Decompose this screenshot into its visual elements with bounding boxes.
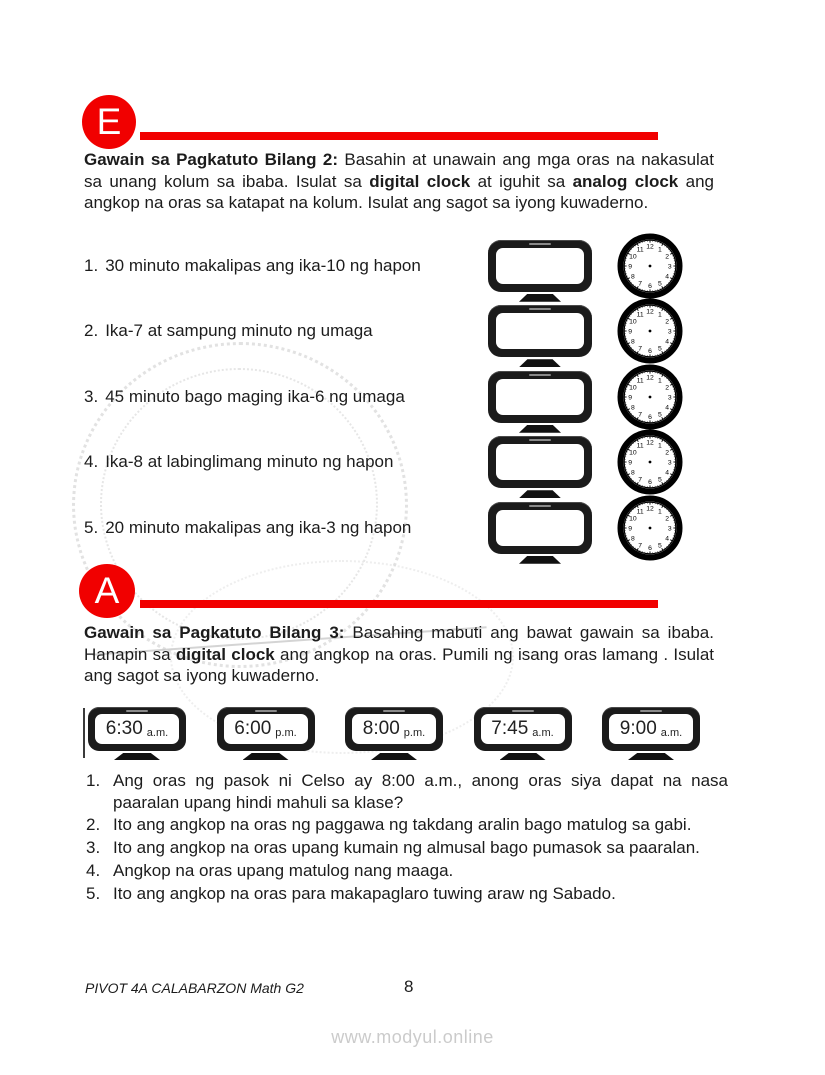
svg-text:11: 11 (636, 246, 644, 254)
svg-text:3: 3 (667, 394, 672, 402)
section-badge-e: E (82, 95, 136, 149)
svg-text:12: 12 (646, 374, 654, 382)
svg-text:1: 1 (658, 311, 662, 319)
question-number: 2. (86, 815, 101, 835)
question-number: 4. (86, 860, 101, 880)
clock-time: 7:45 (491, 718, 529, 739)
svg-text:4: 4 (665, 535, 670, 543)
svg-text:7: 7 (638, 411, 642, 419)
digital-clock-screen (496, 444, 584, 480)
svg-text:3: 3 (667, 459, 672, 467)
digital-clock-option-3 (345, 707, 443, 751)
analog-clock-blank (617, 495, 683, 561)
activity-3-bold-digital-clock: digital clock (175, 644, 275, 664)
digital-clock-screen (481, 714, 565, 744)
clock-meridiem: p.m. (403, 726, 426, 739)
item-number: 5. (84, 517, 99, 537)
svg-text:9: 9 (628, 525, 633, 533)
svg-text:8: 8 (630, 404, 635, 412)
svg-text:9: 9 (628, 459, 633, 467)
digital-clock-option-4 (474, 707, 572, 751)
svg-text:11: 11 (636, 311, 644, 319)
question-2 (86, 814, 728, 836)
digital-clock-blank (488, 436, 592, 488)
svg-text:3: 3 (667, 328, 672, 336)
analog-clock-blank (617, 429, 683, 495)
section-divider-line-a (140, 600, 658, 608)
item-number: 1. (84, 255, 99, 275)
svg-text:8: 8 (630, 338, 635, 346)
question-number: 5. (86, 883, 101, 903)
match-item-text (84, 256, 488, 276)
activity-2-bold-analog-clock: analog clock (572, 171, 679, 191)
clock-time: 8:00 (362, 718, 400, 739)
activity-3-questions (86, 770, 728, 905)
svg-text:3: 3 (667, 263, 672, 271)
svg-text:12: 12 (646, 308, 654, 316)
match-row-4 (84, 430, 718, 496)
activity-2-body-1: Basahin at unawain ang mga oras na nakasulat sa unang kolum sa ibaba. Isulat sa (84, 150, 714, 191)
question-number: 1. (86, 771, 101, 790)
clock-meridiem: a.m. (146, 726, 169, 739)
svg-text:7: 7 (638, 476, 642, 484)
svg-text:4: 4 (665, 469, 670, 477)
clock-time: 9:00 (619, 718, 657, 739)
question-4 (86, 860, 728, 882)
item-number: 2. (84, 321, 99, 341)
match-row-3 (84, 364, 718, 430)
svg-text:9: 9 (628, 394, 633, 402)
digital-clock-screen (609, 714, 693, 744)
svg-text:11: 11 (636, 508, 644, 516)
question-text: Ito ang angkop na oras ng paggawa ng takdang aralin bago matulog sa gabi. (113, 815, 692, 835)
digital-clock-blank (488, 240, 592, 292)
analog-clock-blank (617, 233, 683, 299)
clock-time: 6:30 (105, 718, 143, 739)
svg-text:2: 2 (665, 384, 670, 392)
item-label: Ika-7 at sampung minuto ng umaga (105, 321, 373, 341)
svg-text:1: 1 (658, 442, 662, 450)
question-3 (86, 837, 728, 859)
item-label: 20 minuto makalipas ang ika-3 ng hapon (105, 517, 412, 537)
svg-text:1: 1 (658, 246, 662, 254)
item-number: 3. (84, 386, 99, 406)
question-text: Ito ang angkop na oras upang kumain ng almusal bago pumasok sa paaralan. (113, 838, 700, 858)
svg-text:1: 1 (658, 508, 662, 516)
match-item-text (84, 387, 488, 407)
svg-text:7: 7 (638, 345, 642, 353)
svg-text:2: 2 (665, 515, 670, 523)
svg-text:5: 5 (658, 411, 662, 419)
svg-text:6: 6 (648, 348, 652, 356)
clock-time: 6:00 (234, 718, 272, 739)
section-divider-line-e (140, 132, 658, 140)
svg-text:10: 10 (629, 384, 637, 392)
table-cell-border (83, 708, 85, 758)
svg-text:5: 5 (658, 280, 662, 288)
svg-text:5: 5 (658, 476, 662, 484)
svg-text:2: 2 (665, 449, 670, 457)
question-5 (86, 883, 728, 905)
digital-clock-option-5 (602, 707, 700, 751)
analog-clock-blank (617, 298, 683, 364)
activity-2-body-2: at iguhit sa (470, 171, 573, 191)
question-text: Angkop na oras upang matulog nang maaga. (113, 860, 454, 880)
clock-meridiem: a.m. (532, 726, 554, 739)
page-number: 8 (404, 977, 414, 996)
activity-3-instructions (84, 622, 714, 687)
clock-meridiem: p.m. (275, 726, 297, 739)
activity-2-heading: Gawain sa Pagkatuto Bilang 2: (84, 150, 339, 169)
question-text: Ang oras ng pasok ni Celso ay 8:00 a.m., anong oras siya dapat na nasa paaralan upang hindi mahuli sa klase? (113, 771, 728, 812)
question-number: 3. (86, 838, 101, 858)
svg-text:12: 12 (646, 439, 654, 447)
activity-3-clock-options (88, 707, 700, 751)
svg-text:7: 7 (638, 280, 642, 288)
svg-text:2: 2 (665, 318, 670, 326)
activity-2-bold-digital-clock: digital clock (369, 171, 471, 191)
digital-clock-screen (496, 248, 584, 284)
digital-clock-option-2 (217, 707, 315, 751)
activity-2-instructions (84, 149, 714, 214)
question-1 (86, 770, 728, 813)
svg-text:10: 10 (629, 515, 637, 523)
match-row-1 (84, 233, 718, 299)
svg-text:9: 9 (628, 263, 633, 271)
item-number: 4. (84, 452, 99, 472)
svg-text:6: 6 (648, 282, 652, 290)
digital-clock-blank (488, 502, 592, 554)
activity-3-heading: Gawain sa Pagkatuto Bilang 3: (84, 623, 345, 642)
svg-text:10: 10 (629, 318, 637, 326)
svg-text:4: 4 (665, 338, 670, 346)
digital-clock-screen (496, 313, 584, 349)
svg-text:9: 9 (628, 328, 633, 336)
match-item-text (84, 452, 488, 472)
digital-clock-blank (488, 305, 592, 357)
svg-text:12: 12 (646, 505, 654, 513)
question-text: Ito ang angkop na oras para makapaglaro tuwing araw ng Sabado. (113, 883, 616, 903)
svg-text:10: 10 (629, 253, 637, 261)
svg-text:7: 7 (638, 542, 642, 550)
svg-text:6: 6 (648, 479, 652, 487)
digital-clock-screen (496, 379, 584, 415)
item-label: 45 minuto bago maging ika-6 ng umaga (105, 386, 405, 406)
match-item-text (84, 518, 488, 538)
svg-text:5: 5 (658, 542, 662, 550)
digital-clock-screen (224, 714, 308, 744)
svg-text:3: 3 (667, 525, 672, 533)
svg-text:2: 2 (665, 253, 670, 261)
svg-text:8: 8 (630, 469, 635, 477)
item-label: Ika-8 at labinglimang minuto ng hapon (105, 452, 394, 472)
digital-clock-screen (95, 714, 179, 744)
analog-clock-blank (617, 364, 683, 430)
svg-text:8: 8 (630, 535, 635, 543)
digital-clock-screen (352, 714, 436, 744)
svg-text:4: 4 (665, 404, 670, 412)
activity-2-body-3: ang angkop na oras sa katapat na kolum. Isulat ang sagot sa iyong kuwaderno. (84, 171, 715, 213)
svg-text:12: 12 (646, 243, 654, 251)
digital-clock-blank (488, 371, 592, 423)
svg-text:11: 11 (636, 442, 644, 450)
item-label: 30 minuto makalipas ang ika-10 ng hapon (105, 255, 421, 275)
match-row-5 (84, 495, 718, 561)
activity-3-body-1: Basahing mabuti ang bawat gawain sa ibaba. Hanapin sa (84, 623, 714, 664)
digital-clock-screen (496, 510, 584, 546)
activity-2-matching-table (84, 233, 718, 561)
clock-meridiem: a.m. (660, 726, 683, 739)
svg-text:4: 4 (665, 273, 670, 281)
svg-text:6: 6 (648, 413, 652, 421)
svg-text:8: 8 (630, 273, 635, 281)
match-row-2 (84, 299, 718, 365)
digital-clock-option-1 (88, 707, 186, 751)
site-watermark: www.modyul.online (331, 1027, 494, 1047)
svg-text:1: 1 (658, 377, 662, 385)
svg-text:5: 5 (658, 345, 662, 353)
svg-text:11: 11 (636, 377, 644, 385)
activity-3-body-2: ang angkop na oras. Pumili ng isang oras lamang . Isulat ang sagot sa iyong kuwaderno. (84, 644, 715, 686)
match-item-text (84, 321, 488, 341)
svg-text:6: 6 (648, 544, 652, 552)
svg-text:10: 10 (629, 449, 637, 457)
section-badge-a: A (79, 564, 135, 618)
footer-module-title: PIVOT 4A CALABARZON Math G2 (85, 980, 304, 996)
